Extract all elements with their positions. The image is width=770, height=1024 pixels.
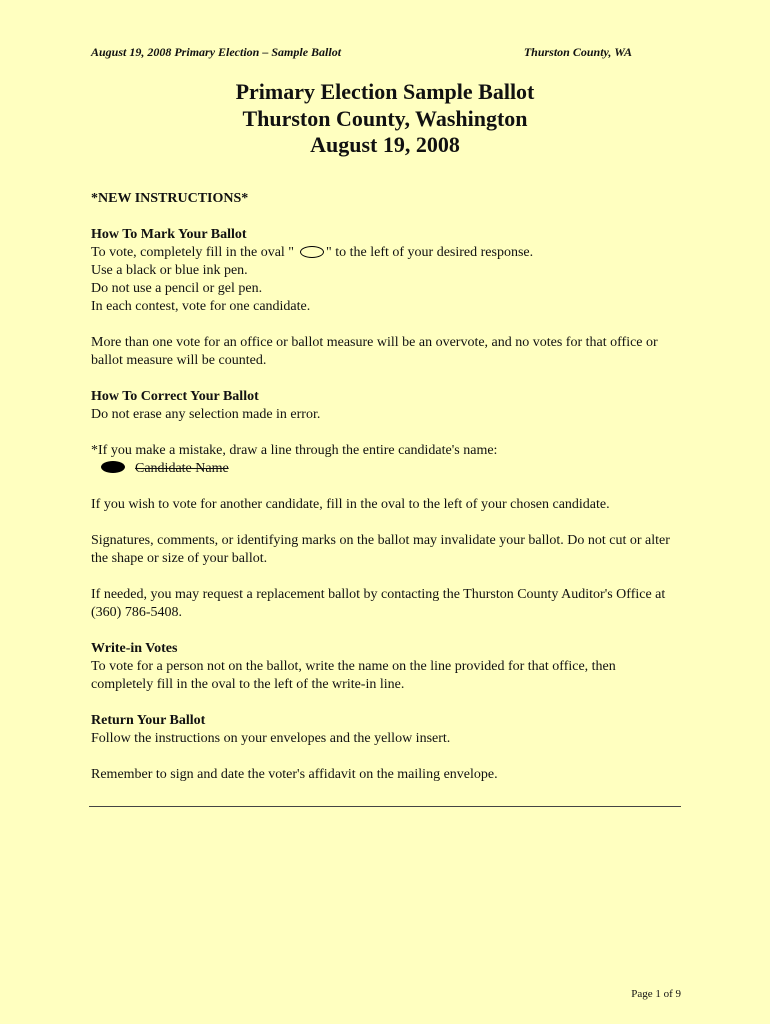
correct-ballot-heading: How To Correct Your Ballot xyxy=(91,389,259,404)
another-candidate-text: If you wish to vote for another candidate, fill in the oval to the left of your chosen candidate. xyxy=(91,497,610,512)
horizontal-divider xyxy=(89,806,681,807)
title-line-3: August 19, 2008 xyxy=(310,132,460,157)
writein-text: To vote for a person not on the ballot, write the name on the line provided for that office, then completely fill in the oval to the left of the write-in line. xyxy=(91,659,616,692)
crossed-out-example xyxy=(91,460,681,478)
title-line-2: Thurston County, Washington xyxy=(242,105,528,131)
mark-line-2: Use a black or blue ink pen. xyxy=(91,263,248,278)
mark-line-1-before: To vote, completely fill in the oval " xyxy=(91,245,295,260)
mark-line-1-after: " to the left of your desired response. xyxy=(326,245,534,260)
empty-oval-icon xyxy=(300,246,324,258)
page-number: Page 1 of 9 xyxy=(631,988,681,1000)
candidate-name-example: Candidate Name xyxy=(135,461,229,476)
title-line-1: Primary Election Sample Ballot xyxy=(235,79,535,104)
signatures-text: Signatures, comments, or identifying marks on the ballot may invalidate your ballot. Do not cut or alter the shape or size of your ballot. xyxy=(91,533,670,566)
mark-line-3: Do not use a pencil or gel pen. xyxy=(91,281,263,296)
correct-line-1: Do not erase any selection made in error. xyxy=(91,407,321,422)
instructions-body xyxy=(91,190,681,784)
return-heading: Return Your Ballot xyxy=(91,713,206,728)
overvote-text: More than one vote for an office or ballot measure will be an overvote, and no votes for that office or ballot measure will be counted. xyxy=(91,335,658,368)
mark-line-4: In each contest, vote for one candidate. xyxy=(91,299,311,314)
mark-line-1 xyxy=(91,244,681,262)
mark-ballot-heading: How To Mark Your Ballot xyxy=(91,227,247,242)
header-left: August 19, 2008 Primary Election – Sample Ballot xyxy=(91,45,342,59)
remember-text: Remember to sign and date the voter's affidavit on the mailing envelope. xyxy=(91,767,498,782)
return-text: Follow the instructions on your envelopes and the yellow insert. xyxy=(91,731,451,746)
filled-oval-icon xyxy=(101,461,125,473)
writein-heading: Write-in Votes xyxy=(91,641,178,656)
mistake-text: *If you make a mistake, draw a line through the entire candidate's name: xyxy=(91,443,498,458)
page-title xyxy=(0,79,770,159)
new-instructions-heading: *NEW INSTRUCTIONS* xyxy=(91,191,249,206)
header-right: Thurston County, WA xyxy=(523,45,632,59)
replacement-text: If needed, you may request a replacement ballot by contacting the Thurston County Auditor's Office at (360) 786-5408. xyxy=(91,587,666,620)
